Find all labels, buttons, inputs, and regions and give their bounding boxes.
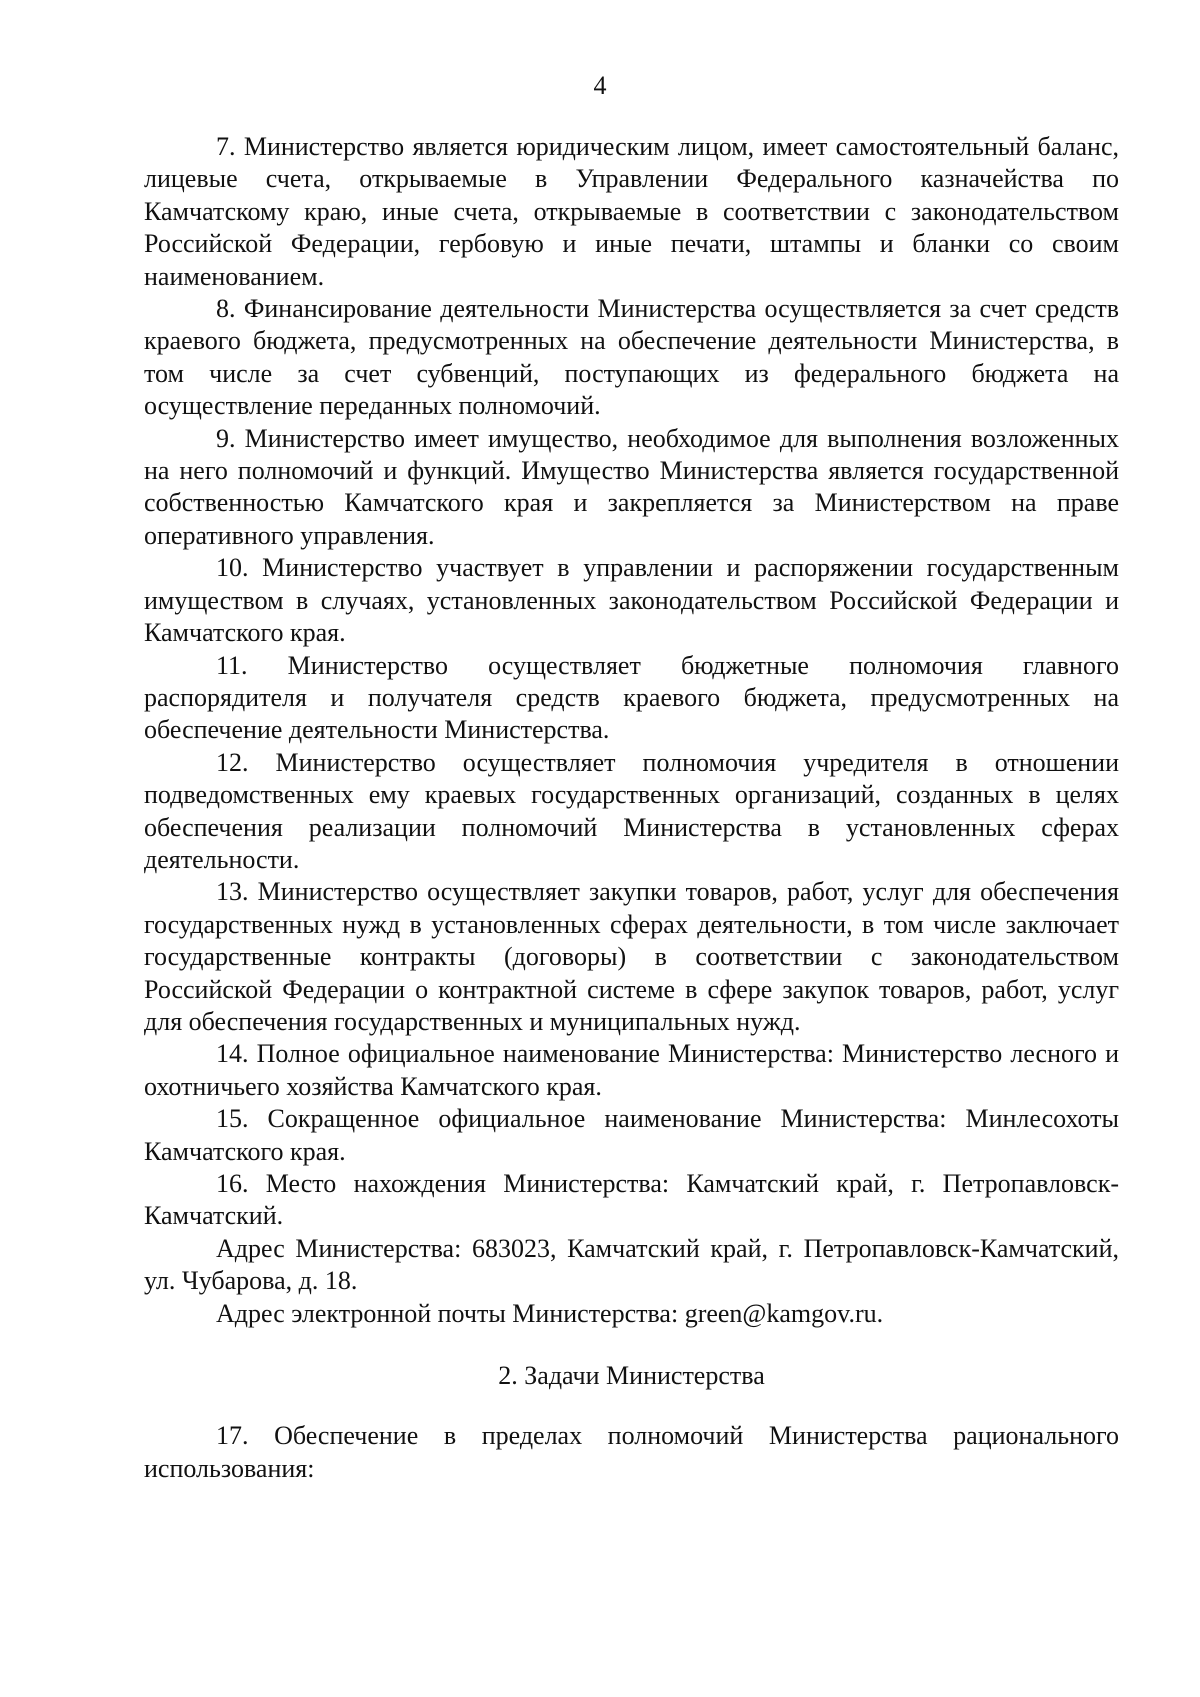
paragraph-17: 17. Обеспечение в пределах полномочий Министерства рационального использования: — [144, 1421, 1119, 1483]
paragraph-7: 7. Министерство является юридическим лицом, имеет самостоятельный баланс, лицевые счета, открываемые в Управлении Федерального казначейства по Камчатскому краю, иные счета, открываемые в соответствии с законодательством Российской Федерации, гербовую и иные печати, штампы и бланки со своим наименованием. — [144, 132, 1119, 291]
paragraph-11: 11. Министерство осуществляет бюджетные полномочия главного распорядителя и получателя средств краевого бюджета, предусмотренных на обеспечение деятельности Министерства. — [144, 650, 1119, 745]
paragraph-9: 9. Министерство имеет имущество, необходимое для выполнения возложенных на него полномочий и функций. Имущество Министерства является государственной собственностью Камчатского края и закрепляется за Министерством на праве оперативного управления. — [144, 423, 1119, 550]
paragraph-13: 13. Министерство осуществляет закупки товаров, работ, услуг для обеспечения государственных нужд в установленных сферах деятельности, в том числе заключает государственные контракты (договоры) в соответствии с законодательством Российской Федерации о контрактной системе в сфере закупок товаров, работ, услуг для обеспечения государственных и муниципальных нужд. — [144, 877, 1119, 1036]
document-body — [144, 131, 1119, 1485]
paragraph-12: 12. Министерство осуществляет полномочия учредителя в отношении подведомственных ему краевых государственных организаций, созданных в целях обеспечения реализации полномочий Министерства в установленных сферах деятельности. — [144, 747, 1119, 874]
paragraph-16: 16. Место нахождения Министерства: Камчатский край, г. Петропавловск-Камчатский. — [144, 1169, 1119, 1231]
paragraph-address: Адрес Министерства: 683023, Камчатский край, г. Петропавловск-Камчатский, ул. Чубарова, д. 18. — [144, 1233, 1119, 1296]
paragraph-8: 8. Финансирование деятельности Министерства осуществляется за счет средств краевого бюджета, предусмотренных на обеспечение деятельности Министерства, в том числе за счет субвенций, поступающих из федерального бюджета на осуществление переданных полномочий. — [144, 294, 1119, 421]
paragraph-15: 15. Сокращенное официальное наименование Министерства: Минлесохоты Камчатского края. — [144, 1104, 1119, 1166]
page-number: 4 — [593, 71, 607, 100]
paragraph-14: 14. Полное официальное наименование Министерства: Министерство лесного и охотничьего хозяйства Камчатского края. — [144, 1039, 1119, 1101]
section-heading: 2. Задачи Министерства — [498, 1361, 765, 1391]
paragraph-email: Адрес электронной почты Министерства: green@kamgov.ru. — [216, 1298, 884, 1328]
paragraph-10: 10. Министерство участвует в управлении и распоряжении государственным имуществом в случаях, установленных законодательством Российской Федерации и Камчатского края. — [144, 553, 1119, 648]
